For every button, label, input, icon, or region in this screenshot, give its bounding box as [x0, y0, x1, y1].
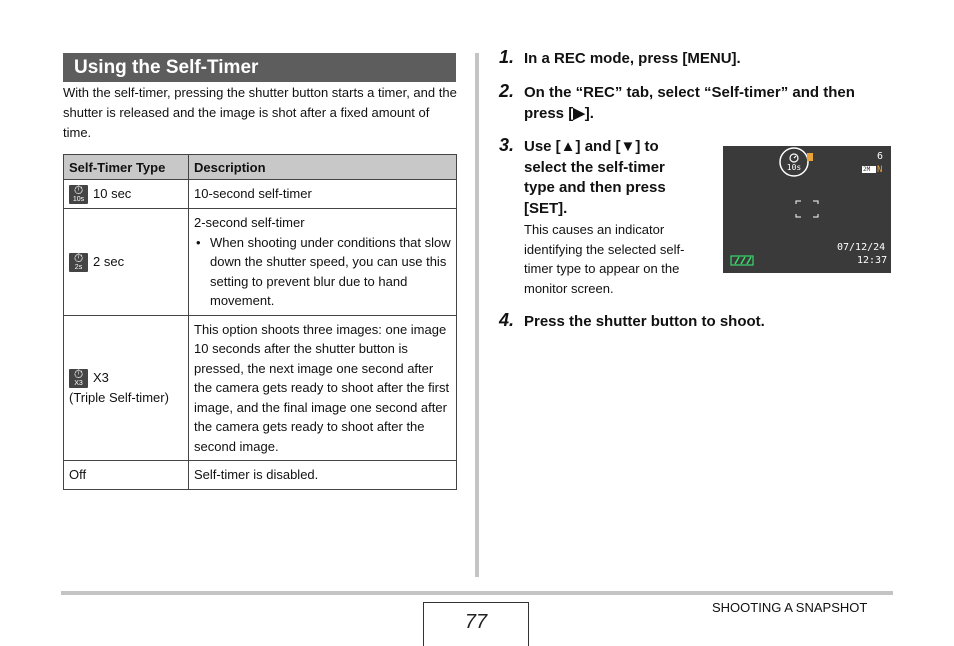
focus-frame	[796, 201, 818, 217]
step-3-note: This causes an indicator identifying the selected self-timer type to appear on the monitor screen.	[524, 222, 685, 296]
date-readout: 07/12/24	[837, 242, 886, 253]
table-row	[64, 180, 457, 209]
step-3-number: 3.	[499, 135, 515, 155]
step-4-number: 4.	[499, 310, 515, 330]
description-bullets	[194, 233, 451, 311]
battery-bar-3	[747, 257, 751, 264]
step-2-text: On the “REC” tab, select “Self-timer” and then press [▶].	[524, 84, 855, 122]
type-cell	[64, 180, 189, 209]
self-timer-x3-icon: ⏱ X3	[69, 369, 88, 388]
battery-bar-2	[741, 257, 745, 264]
intro-paragraph: With the self-timer, pressing the shutter button starts a timer, and the shutter is released and the image is shot after a fixed amount of time.	[63, 85, 457, 140]
description-cell: This option shoots three images: one image 10 seconds after the shutter button is pressed, the next image one second after the camera gets ready to shoot after the first image, and the final image one second after the camera gets ready to shoot after the second image.	[189, 315, 457, 461]
card-icon	[807, 153, 813, 161]
table-row	[64, 461, 457, 490]
self-timer-table	[63, 154, 457, 490]
description-text: 2-second self-timer	[194, 215, 305, 231]
step-3-text: Use [▲] and [▼] to select the self-timer type and then press [SET].	[524, 138, 666, 217]
type-cell	[64, 315, 189, 461]
description-cell: 10-second self-timer	[189, 180, 457, 209]
type-label: X3	[93, 370, 109, 386]
type-label: 10 sec	[93, 186, 132, 201]
step-1-number: 1.	[499, 47, 515, 67]
self-timer-2s-icon: ⏱ 2s	[69, 253, 88, 272]
step-1-text: In a REC mode, press [MENU].	[524, 50, 741, 67]
chapter-title: SHOOTING A SNAPSHOT	[712, 600, 868, 615]
self-timer-10s-icon: ⏱ 10s	[69, 185, 88, 204]
quality-label: N	[877, 165, 883, 175]
type-label: 2 sec	[93, 253, 125, 269]
type-cell	[64, 461, 189, 490]
type-cell	[64, 209, 189, 316]
timer-label: 10s	[786, 163, 802, 172]
column-header-description: Description	[189, 155, 457, 180]
time-readout: 12:37	[857, 255, 888, 266]
description-cell	[189, 209, 457, 316]
type-label: Off	[69, 467, 87, 483]
self-timer-indicator-icon	[790, 154, 798, 162]
bullet-item: • When shooting under conditions that slow down the shutter speed, you can use this setting to prevent blur due to hand movement.	[210, 233, 451, 311]
column-header-type: Self-Timer Type	[64, 155, 189, 180]
type-extra-label: (Triple Self-timer)	[69, 390, 169, 406]
page-number: 77	[423, 602, 529, 646]
section-title: Using the Self-Timer	[63, 53, 456, 82]
table-row	[64, 315, 457, 461]
table-header-row	[64, 155, 457, 180]
camera-monitor-screen	[723, 146, 891, 273]
description-cell: Self-timer is disabled.	[189, 461, 457, 490]
shots-remaining: 6	[877, 151, 884, 162]
battery-bar-1	[735, 257, 739, 264]
step-2-number: 2.	[499, 81, 515, 101]
table-row	[64, 209, 457, 316]
step-4-text: Press the shutter button to shoot.	[524, 313, 765, 330]
image-size-label: 2M	[863, 166, 871, 173]
column-divider	[475, 53, 479, 577]
footer-rule	[61, 591, 893, 595]
